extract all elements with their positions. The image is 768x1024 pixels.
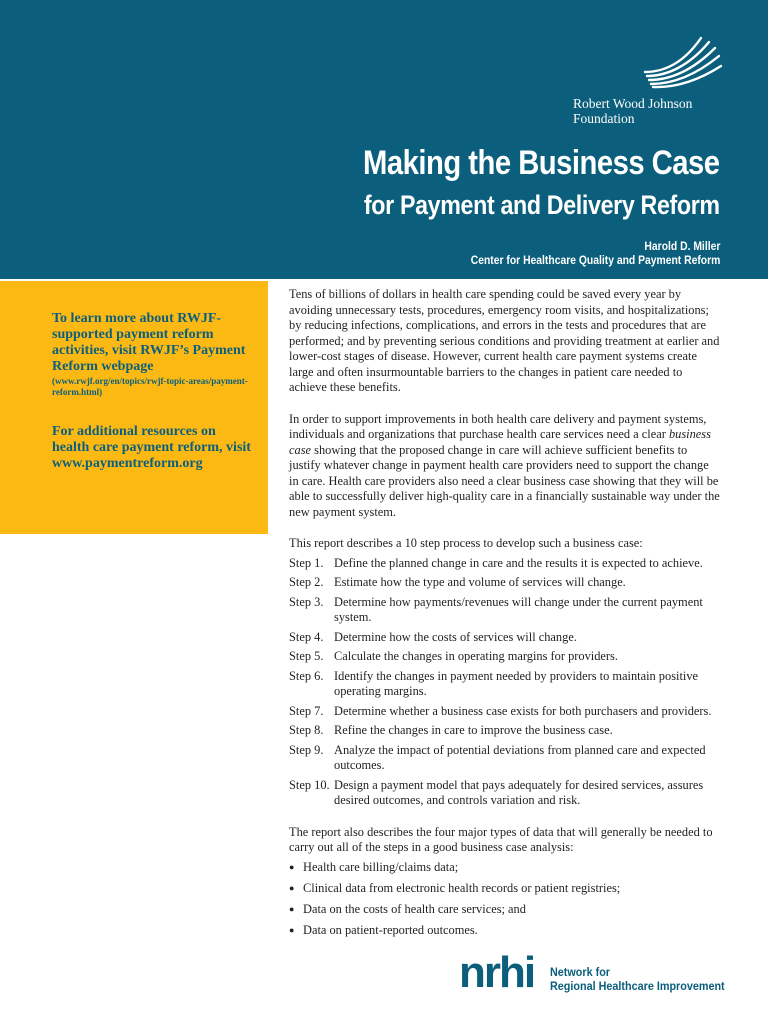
intro-paragraph: Tens of billions of dollars in health care spending could be saved every year by avoiding unnecessary tests, procedures, emergency room visits, and hospitalizations; by reducing infections, complications, and errors in the tests and procedures that are performed; and by preventing serious conditions and providing treatment at earlier and lower-cost stages of disease. However, current health care payment systems create large and often insurmountable barriers to the changes in patient care needed to achieve these benefits. <box>289 287 720 394</box>
bullet-text: Data on the costs of health care services; and <box>303 901 526 916</box>
step-text: Calculate the changes in operating margins for providers. <box>334 649 618 663</box>
step-item <box>289 556 721 572</box>
nrhi-wordmark: nrhi <box>459 948 535 997</box>
step-text: Define the planned change in care and the results it is expected to achieve. <box>334 555 703 570</box>
nrhi-logo <box>459 948 725 999</box>
business-case-text-b: showing that the proposed change in care will achieve sufficient benefits to justify whatever change in payment health care providers need to support the change in care. Health care providers also need a clear business case showing that they will be able to successfully deliver high-quality care in a financially sustainable way under the new payment system. <box>289 442 720 519</box>
step-item <box>289 649 721 665</box>
steps-list <box>289 556 721 809</box>
author-org: Center for Healthcare Quality and Payment Reform <box>470 255 720 267</box>
step-item <box>289 630 721 646</box>
step-number: Step 7. <box>289 703 324 718</box>
rwjf-name-line2: Foundation <box>573 111 635 126</box>
list-item <box>289 902 721 918</box>
bullet-text: Health care billing/claims data; <box>303 859 459 874</box>
step-number: Step 6. <box>289 668 324 683</box>
rwjf-name-line1: Robert Wood Johnson <box>573 96 693 111</box>
document-subtitle: for Payment and Delivery Reform <box>364 190 720 220</box>
step-item <box>289 778 721 809</box>
header-banner <box>0 0 768 279</box>
step-number: Step 10. <box>289 777 330 792</box>
nrhi-tagline-line1: Network for <box>550 965 611 979</box>
step-number: Step 9. <box>289 742 324 757</box>
sidebar-url: (www.rwjf.org/en/topics/rwjf-topic-areas/payment-reform.html) <box>52 376 248 397</box>
rwjf-logo <box>573 34 723 126</box>
step-text: Refine the changes in care to improve the business case. <box>334 723 613 737</box>
step-item <box>289 743 721 774</box>
step-item <box>289 575 721 591</box>
list-item <box>289 881 721 897</box>
data-types-intro: The report also describes the four major types of data that will generally be needed to carry out all of the steps in a good business case analysis: <box>289 824 713 854</box>
step-text: Determine whether a business case exists for both purchasers and providers. <box>334 703 712 718</box>
nrhi-tagline-line2: Regional Healthcare Improvement <box>550 979 725 993</box>
business-case-text-a: In order to support improvements in both health care delivery and payment systems, individuals and organizations that purchase health care services need a clear <box>289 411 707 441</box>
bullet-text: Data on patient-reported outcomes. <box>303 922 478 937</box>
step-number: Step 1. <box>289 555 324 570</box>
list-item <box>289 923 721 939</box>
author-name: Harold D. Miller <box>644 241 720 253</box>
step-text: Identify the changes in payment needed by providers to maintain positive operating margins. <box>334 668 699 698</box>
list-item <box>289 860 721 876</box>
step-item <box>289 723 721 739</box>
business-case-paragraph <box>289 412 721 521</box>
step-number: Step 4. <box>289 629 324 644</box>
bullet-text: Clinical data from electronic health records or patient registries; <box>303 880 621 895</box>
bullet-icon: ● <box>289 882 295 893</box>
sidebar-callout <box>0 281 268 534</box>
sidebar-more-resources: For additional resources on health care payment reform, visit www.paymentreform.org <box>52 424 251 471</box>
sidebar-lead: To learn more about RWJF-supported payment reform activities, visit RWJF’s Payment Reform webpage <box>52 311 246 374</box>
step-text: Determine how the costs of services will change. <box>334 629 577 644</box>
bullet-icon: ● <box>289 924 295 935</box>
step-number: Step 3. <box>289 594 324 609</box>
step-number: Step 2. <box>289 575 324 589</box>
author-block <box>470 240 720 268</box>
business-case-term: business case <box>289 427 711 457</box>
bullet-icon: ● <box>289 861 295 872</box>
step-text: Estimate how the type and volume of services will change. <box>334 575 626 589</box>
bullet-icon: ● <box>289 903 295 914</box>
step-item <box>289 704 721 720</box>
document-title: Making the Business Case <box>363 144 720 182</box>
steps-intro: This report describes a 10 step process to develop such a business case: <box>289 536 643 550</box>
rwjf-wings-icon <box>643 34 723 90</box>
rwjf-name <box>573 96 723 126</box>
nrhi-tagline <box>550 965 725 993</box>
data-types-list <box>289 860 721 939</box>
step-text: Determine how payments/revenues will change under the current payment system. <box>334 594 703 624</box>
main-content <box>289 287 721 944</box>
step-item <box>289 669 721 700</box>
step-item <box>289 595 721 626</box>
step-text: Analyze the impact of potential deviations from planned care and expected outcomes. <box>334 742 706 772</box>
step-number: Step 8. <box>289 723 324 737</box>
step-text: Design a payment model that pays adequately for desired services, assures desired outcomes, and controls variation and risk. <box>334 777 704 807</box>
step-number: Step 5. <box>289 649 324 663</box>
